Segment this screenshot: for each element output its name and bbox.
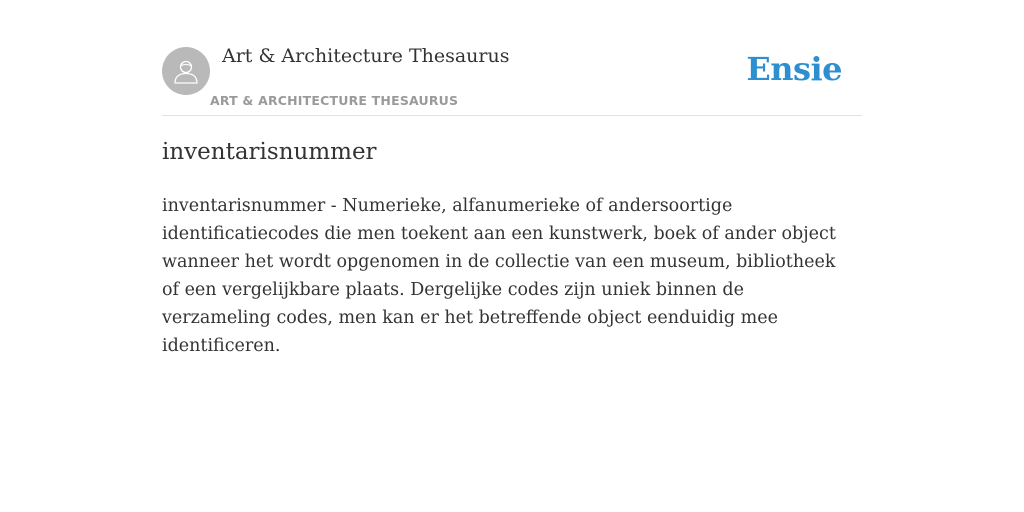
author-avatar[interactable] [162,47,210,95]
user-silhouette-icon [171,56,201,86]
header [162,0,862,116]
term-title: inventarisnummer [162,139,377,165]
page-container [162,0,862,356]
source-label[interactable]: ART & ARCHITECTURE THESAURUS [210,93,459,108]
author-name-link[interactable]: Art & Architecture Thesaurus [222,45,510,67]
term-definition: inventarisnummer - Numerieke, alfanumerieke of andersoortige identificatiecodes die men toekent aan een kunstwerk, boek of ander object wanneer het wordt opgenomen in de collectie van een museum, bibliotheek of een vergelijkbare plaats. Dergelijke codes zijn uniek binnen de verzameling codes, men kan er het betreffende object eenduidig mee identificeren. [162,196,836,356]
ensie-logo[interactable]: Ensie [746,50,842,88]
